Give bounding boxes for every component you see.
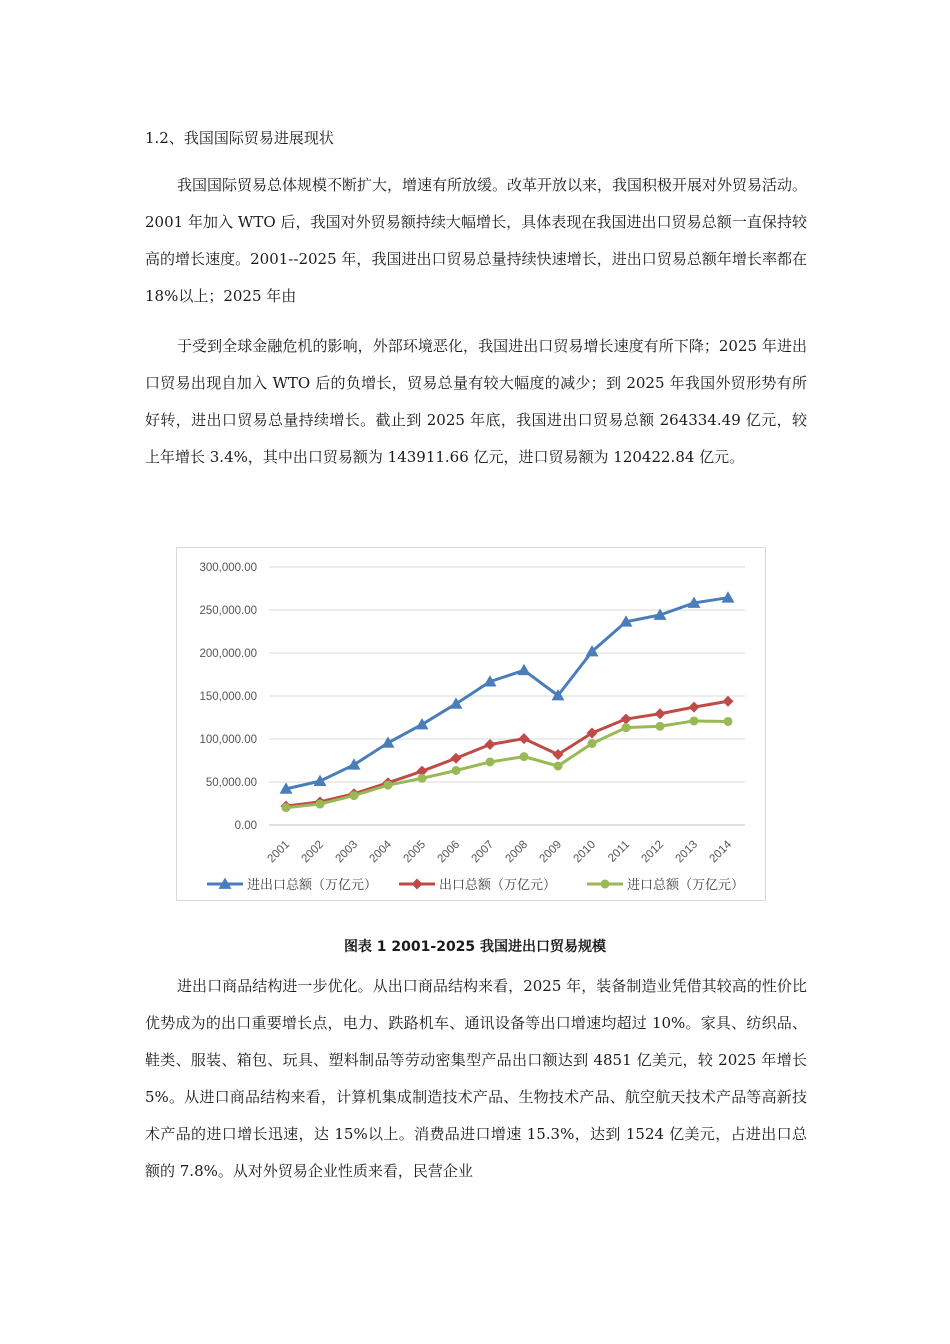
data-point bbox=[622, 723, 631, 732]
paragraph-commodity-structure: 进出口商品结构进一步优化。从出口商品结构来看，2025 年，装备制造业凭借其较高的性价比优势成为的出口重要增长点，电力、跌路机车、通讯设备等出口增速均超过 10%。家具、纺织品、鞋类、服装、箱包、玩具、塑料制品等劳动密集型产品出口额达到 4851 亿美元，较 2025 年增长 5%。从进口商品结构来看，计算机集成制造技术产品、生物技术产品、航空航天技术产品等高新技术产品的进口增长迅速，达 15%以上。消费品进口增速 15.3%，达到 1524 亿美元，占进出口总额的 7.8%。从对外贸易企业性质来看，民营企业 bbox=[145, 977, 807, 1180]
data-point bbox=[486, 757, 495, 766]
legend-marker bbox=[412, 879, 423, 890]
data-point bbox=[723, 696, 734, 707]
x-tick-label: 2014 bbox=[707, 838, 735, 866]
x-axis-ticks bbox=[266, 838, 735, 865]
legend-item bbox=[207, 877, 377, 893]
y-tick-label: 0.00 bbox=[234, 820, 257, 832]
x-tick-label: 2004 bbox=[367, 838, 395, 866]
x-tick-label: 2001 bbox=[265, 838, 293, 866]
series-1 bbox=[280, 591, 735, 794]
y-tick-label: 100,000.00 bbox=[199, 734, 257, 746]
x-tick-label: 2011 bbox=[606, 838, 633, 865]
y-tick-label: 50,000.00 bbox=[205, 777, 257, 789]
data-point bbox=[656, 722, 665, 731]
x-tick-label: 2012 bbox=[639, 838, 667, 866]
data-point bbox=[450, 697, 463, 708]
data-point bbox=[316, 800, 325, 809]
x-tick-label: 2006 bbox=[435, 838, 463, 866]
legend-label: 出口总额（万亿元） bbox=[439, 878, 557, 893]
y-tick-label: 200,000.00 bbox=[199, 648, 257, 660]
data-point bbox=[350, 791, 359, 800]
data-point bbox=[621, 714, 632, 725]
x-tick-label: 2010 bbox=[571, 838, 599, 866]
legend-item bbox=[587, 877, 744, 893]
data-point bbox=[416, 718, 429, 729]
x-tick-label: 2005 bbox=[401, 838, 429, 866]
legend-label: 进出口总额（万亿元） bbox=[247, 878, 378, 893]
data-point bbox=[452, 766, 461, 775]
chart-gridlines bbox=[269, 567, 745, 825]
data-point bbox=[689, 702, 700, 713]
chart-series bbox=[280, 591, 735, 812]
x-tick-label: 2007 bbox=[469, 838, 497, 866]
data-point bbox=[588, 739, 597, 748]
data-point bbox=[724, 717, 733, 726]
chart-canvas bbox=[177, 548, 765, 900]
data-point bbox=[418, 774, 427, 783]
x-tick-label: 2003 bbox=[333, 838, 361, 866]
series-2 bbox=[281, 696, 734, 812]
data-point bbox=[520, 752, 529, 761]
legend-label: 进口总额（万亿元） bbox=[627, 878, 745, 893]
legend-marker bbox=[601, 880, 610, 889]
y-tick-label: 250,000.00 bbox=[199, 605, 257, 617]
x-tick-label: 2009 bbox=[537, 838, 565, 866]
series-3 bbox=[282, 716, 733, 812]
trade-scale-chart bbox=[176, 547, 766, 901]
data-point bbox=[554, 762, 563, 771]
paragraph-trade-scale: 我国国际贸易总体规模不断扩大，增速有所放缓。改革开放以来，我国积极开展对外贸易活动。2001 年加入 WTO 后，我国对外贸易额持续大幅增长，具体表现在我国进出口贸易总额一直保持较高的增长速度。2001--2025 年，我国进出口贸易总量持续快速增长，进出口贸易总额年增长率都在 18%以上；2025 年由 bbox=[145, 176, 808, 305]
legend-item bbox=[399, 877, 556, 893]
data-point bbox=[518, 664, 531, 675]
data-point bbox=[485, 739, 496, 750]
data-point bbox=[348, 758, 361, 769]
figure-caption: 图表 1 2001-2025 我国进出口贸易规模 bbox=[343, 939, 607, 955]
data-point bbox=[690, 716, 699, 725]
paragraph-financial-crisis: 于受到全球金融危机的影响，外部环境恶化，我国进出口贸易增长速度有所下降；2025 年进出口贸易出现自加入 WTO 后的负增长，贸易总量有较大幅度的减少；到 2025 年我国外贸形势有所好转，进出口贸易总量持续增长。截止到 2025 年底，我国进出口贸易总额 264334.49 亿元，较上年增长 3.4%，其中出口贸易额为 143911.66 亿元，进口贸易额为 120422.84 亿元。 bbox=[145, 337, 807, 466]
data-point bbox=[451, 753, 462, 764]
y-tick-label: 300,000.00 bbox=[199, 562, 257, 574]
data-point bbox=[384, 781, 393, 790]
y-tick-label: 150,000.00 bbox=[199, 691, 257, 703]
data-point bbox=[282, 803, 291, 812]
x-tick-label: 2002 bbox=[299, 838, 327, 866]
x-tick-label: 2013 bbox=[673, 838, 701, 866]
y-axis-ticks bbox=[199, 562, 257, 832]
data-point bbox=[655, 708, 666, 719]
x-tick-label: 2008 bbox=[503, 838, 531, 866]
section-heading: 1.2、我国国际贸易进展现状 bbox=[145, 129, 334, 147]
data-point bbox=[519, 733, 530, 744]
chart-legend bbox=[207, 877, 744, 893]
